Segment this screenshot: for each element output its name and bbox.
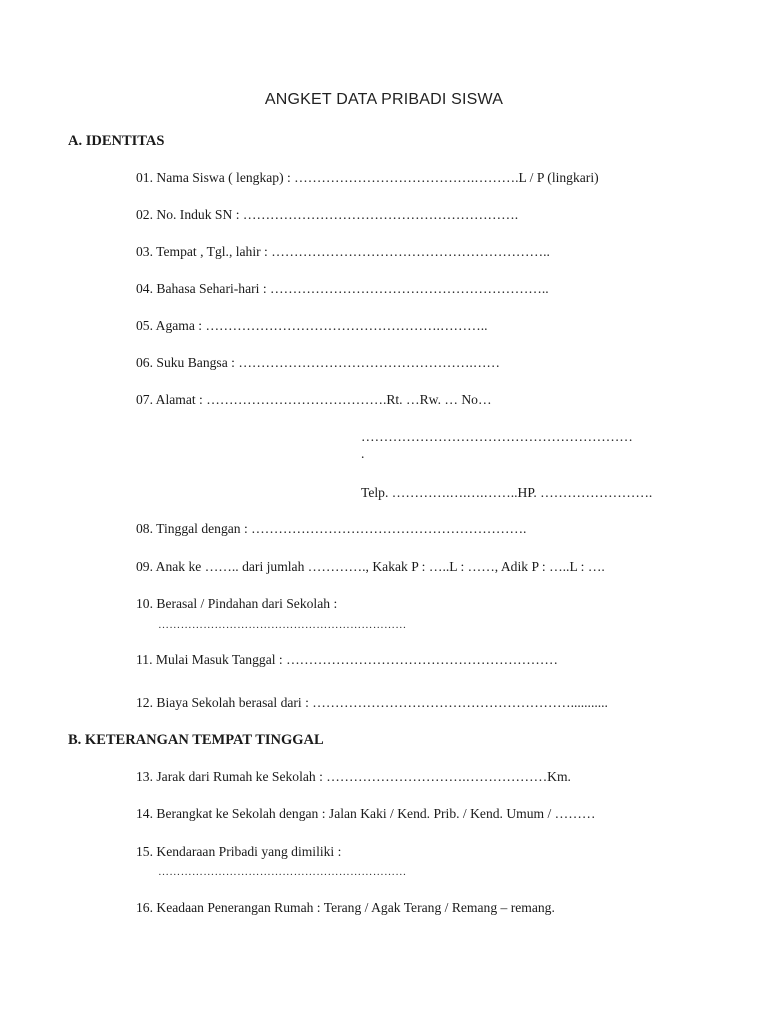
field-penerangan-rumah: 16. Keadaan Penerangan Rumah : Terang / Agak Terang / Remang – remang.: [136, 900, 555, 915]
field-tinggal-dengan: 08. Tinggal dengan : …………………………………………………….: [136, 521, 527, 536]
field-agama: 05. Agama : …………………………………………….………..: [136, 318, 488, 333]
field-alamat-continuation: ……………………………………………………: [361, 429, 633, 444]
field-anak-ke: 09. Anak ke …….. dari jumlah …………., Kakak P : …..L : ……, Adik P : …..L : ….: [136, 559, 605, 574]
field-alamat: 07. Alamat : ………………………………….Rt. …Rw. … No…: [136, 392, 492, 407]
field-berasal-sekolah-dots: …………………………………………………………: [158, 619, 407, 631]
field-suku-bangsa: 06. Suku Bangsa : …………………………………………….……: [136, 355, 501, 370]
field-biaya-sekolah: 12. Biaya Sekolah berasal dari : …………………………………………………...........: [136, 695, 608, 710]
field-berangkat: 14. Berangkat ke Sekolah dengan : Jalan Kaki / Kend. Prib. / Kend. Umum / ………: [136, 806, 596, 821]
section-identitas-heading: A. IDENTITAS: [68, 133, 165, 149]
field-bahasa: 04. Bahasa Sehari-hari : ……………………………………………………..: [136, 281, 549, 296]
field-kendaraan-pribadi-dots: …………………………………………………………: [158, 866, 407, 878]
field-tempat-tgl-lahir: 03. Tempat , Tgl., lahir : ……………………………………………………..: [136, 244, 550, 259]
page-title: ANGKET DATA PRIBADI SISWA: [264, 91, 504, 108]
field-alamat-continuation-end: .: [361, 446, 365, 461]
field-jarak: 13. Jarak dari Rumah ke Sekolah : ………………………….………………Km.: [136, 769, 571, 784]
field-kendaraan-pribadi: 15. Kendaraan Pribadi yang dimiliki :: [136, 844, 342, 859]
section-tempat-tinggal-heading: B. KETERANGAN TEMPAT TINGGAL: [68, 732, 324, 748]
field-berasal-sekolah: 10. Berasal / Pindahan dari Sekolah :: [136, 596, 338, 611]
field-nama-siswa: 01. Nama Siswa ( lengkap) : ………………………………….……….L / P (lingkari): [136, 170, 599, 185]
field-telp-hp: Telp. ………….….….……..HP. …………………….: [361, 485, 653, 500]
field-no-induk: 02. No. Induk SN : …………………………………………………….: [136, 207, 519, 222]
field-mulai-masuk: 11. Mulai Masuk Tanggal : ……………………………………………………: [136, 652, 558, 667]
